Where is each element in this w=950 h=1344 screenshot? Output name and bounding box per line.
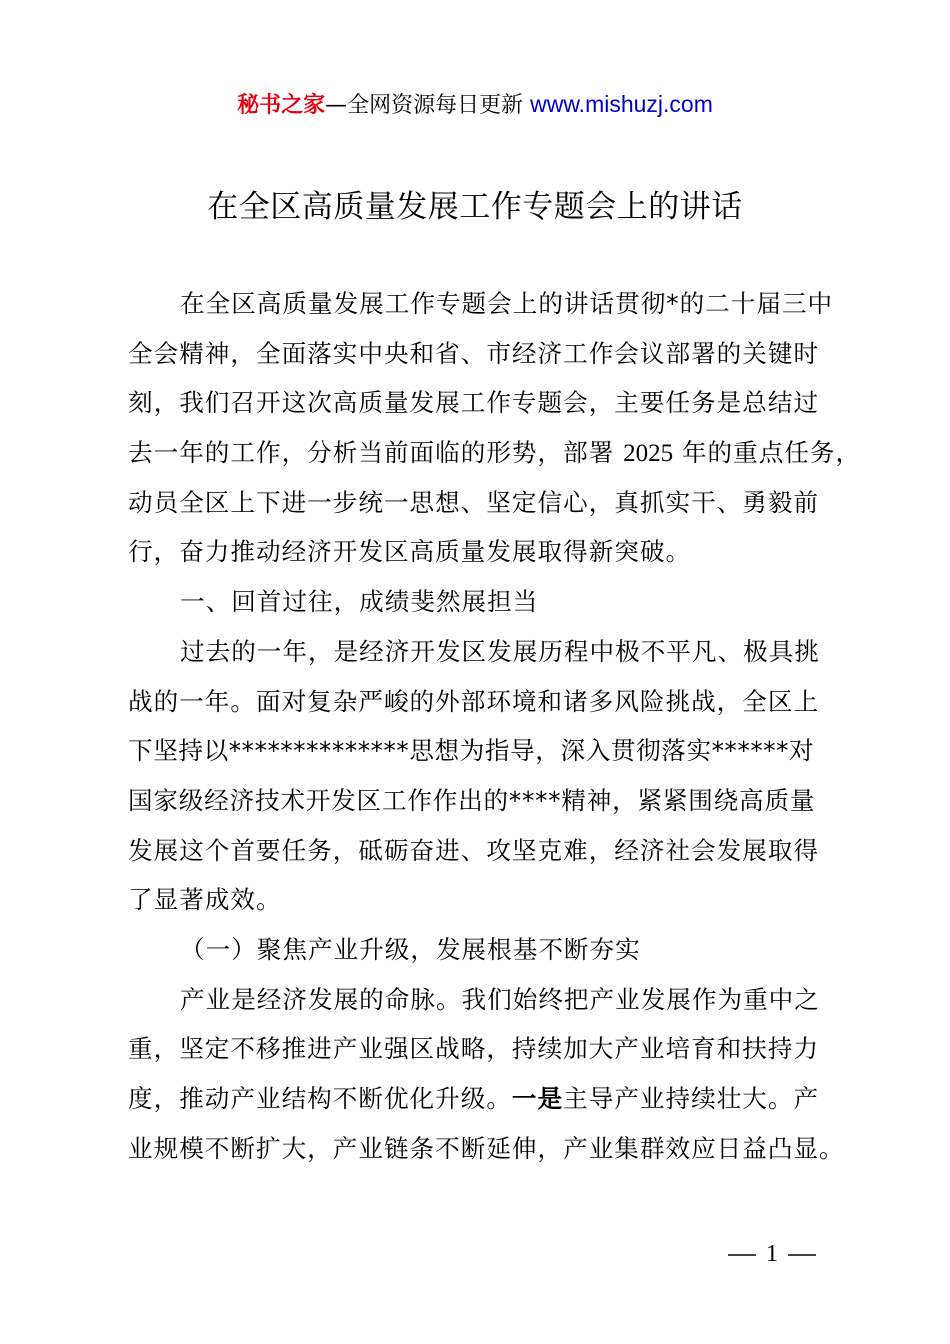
- paragraph-line: 过去的一年，是经济开发区发展历程中极不平凡、极具挑: [180, 636, 820, 666]
- paragraph-line: 重，坚定不移推进产业强区战略，持续加大产业培育和扶持力: [128, 1034, 820, 1064]
- paragraph-line: 动员全区上下进一步统一思想、坚定信心，真抓实干、勇毅前: [128, 487, 820, 517]
- header-slogan: —全网资源每日更新: [325, 93, 531, 118]
- line-text: 去一年的工作，分析当前面临的形势，部署: [128, 438, 615, 468]
- subsection-heading: （一）聚焦产业升级，发展根基不断夯实: [180, 934, 641, 964]
- paragraph-line: 发展这个首要任务，砥砺奋进、攻坚克难，经济社会发展取得: [128, 835, 820, 865]
- dash-left: [728, 1254, 756, 1256]
- paragraph-line: 战的一年。面对复杂严峻的外部环境和诸多风险挑战，全区上: [128, 686, 820, 716]
- line-text: 年的重点任务，: [681, 438, 862, 468]
- paragraph-line: 全会精神，全面落实中央和省、市经济工作会议部署的关键时: [128, 338, 820, 368]
- document-body: [128, 282, 862, 1176]
- bold-lead: 一是: [511, 1084, 564, 1113]
- line-text: 度，推动产业结构不断优化升级。: [128, 1084, 512, 1113]
- paragraph-line: 在全区高质量发展工作专题会上的讲话贯彻*的二十届三中: [180, 289, 834, 318]
- paragraph-line: 产业是经济发展的命脉。我们始终把产业发展作为重中之: [180, 984, 820, 1014]
- paragraph-line: [128, 1077, 840, 1127]
- paragraph-line: 业规模不断扩大，产业链条不断延伸，产业集群效应日益凸显。: [128, 1133, 845, 1163]
- paragraph-line: 国家级经济技术开发区工作作出的****精神，紧紧围绕高质量: [128, 785, 816, 815]
- page-footer: [718, 1236, 826, 1272]
- paragraph-line: 下坚持以**************思想为指导，深入贯彻落实******对: [128, 736, 815, 766]
- paragraph-line: [128, 431, 862, 481]
- site-url-link[interactable]: www.mishuzj.com: [530, 91, 713, 117]
- site-header: [0, 86, 950, 124]
- section-heading: 一、回首过往，成绩斐然展担当: [180, 587, 539, 617]
- brand-name: 秘书之家: [237, 93, 326, 118]
- page-number: 1: [766, 1241, 778, 1267]
- document-title: 在全区高质量发展工作专题会上的讲话: [207, 189, 743, 225]
- year-number: 2025: [623, 440, 674, 468]
- paragraph-line: 了显著成效。: [128, 885, 282, 915]
- paragraph-line: 刻，我们召开这次高质量发展工作专题会，主要任务是总结过: [128, 388, 820, 418]
- paragraph-line: 行，奋力推动经济开发区高质量发展取得新突破。: [128, 537, 692, 567]
- line-text: 主导产业持续壮大。产: [563, 1084, 820, 1113]
- dash-right: [788, 1254, 816, 1256]
